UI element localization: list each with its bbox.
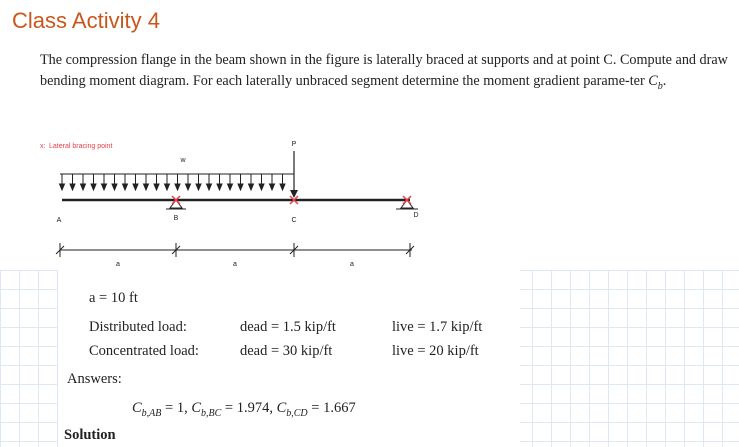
- point-d-label: D: [413, 212, 419, 219]
- problem-statement-text: The compression flange in the beam shown in the figure is laterally braced at supports and at point C. Compute and draw bending moment diagram. For each laterally unbraced segment determine the moment gradient parame-ter: [40, 52, 728, 89]
- udl-arrow-head: [217, 184, 222, 190]
- udl-arrow-head: [280, 184, 285, 190]
- udl-arrow-head: [154, 184, 159, 190]
- udl-arrow-head: [249, 184, 254, 190]
- point-a-label: A: [56, 217, 62, 224]
- pin-support-d: [396, 200, 418, 209]
- cb-symbol: $C_b$: [648, 73, 663, 92]
- udl-arrow-head: [60, 184, 65, 190]
- distributed-dead: dead = 1.5 kip/ft: [240, 319, 336, 335]
- span-label-bc: a: [233, 261, 237, 268]
- load-w-label: w: [180, 157, 186, 164]
- udl-arrow-head: [91, 184, 96, 190]
- concentrated-live: live = 20 kip/ft: [392, 343, 479, 359]
- a-value: a = 10 ft: [89, 290, 138, 306]
- solution-heading: Solution: [64, 427, 116, 443]
- point-c-label: C: [291, 217, 297, 224]
- legend-marker: x:: [40, 143, 46, 150]
- udl-arrow-head: [102, 184, 107, 190]
- answers-heading: Answers:: [67, 371, 122, 387]
- cb-bc-value: = 1.974,: [221, 400, 277, 416]
- udl-arrow-head: [196, 184, 201, 190]
- cb-bc-symbol: $C_{b,BC}$: [191, 400, 222, 419]
- distributed-load-label: Distributed load:: [89, 319, 187, 335]
- udl-arrow-head: [186, 184, 191, 190]
- span-label-cd: a: [350, 261, 354, 268]
- udl-arrow-head: [123, 184, 128, 190]
- concentrated-dead: dead = 30 kip/ft: [240, 343, 333, 359]
- answers-values: [132, 400, 356, 419]
- cb-cd-value: = 1.667: [307, 400, 356, 416]
- udl-arrow-head: [207, 184, 212, 190]
- concentrated-load-label: Concentrated load:: [89, 343, 199, 359]
- udl-arrow-head: [259, 184, 264, 190]
- legend-text: Lateral bracing point: [49, 143, 113, 150]
- udl-arrow-head: [133, 184, 138, 190]
- point-b-label: B: [173, 215, 179, 222]
- pin-support-b: [166, 200, 186, 209]
- udl-arrow-head: [228, 184, 233, 190]
- cb-ab-value: = 1,: [161, 400, 192, 416]
- udl-arrow-head: [175, 184, 180, 190]
- dimension-line: [56, 243, 414, 257]
- udl-arrow-head: [81, 184, 86, 190]
- udl-arrow-head: [165, 184, 170, 190]
- udl-arrow-head: [112, 184, 117, 190]
- udl-arrow-head: [70, 184, 75, 190]
- udl-arrow-head: [270, 184, 275, 190]
- span-label-ab: a: [116, 261, 120, 268]
- page-title: Class Activity 4: [12, 8, 160, 33]
- load-p-label: P: [291, 141, 297, 148]
- problem-statement: The compression flange in the beam shown in the figure is laterally braced at supports and at point C. Compute and draw bending moment diagram. For each laterally unbraced segment determine the moment gradient parame-ter $C_b$.: [40, 52, 728, 92]
- udl-arrow-head: [144, 184, 149, 190]
- udl-arrow-head: [238, 184, 243, 190]
- distributed-live: live = 1.7 kip/ft: [392, 319, 483, 335]
- distributed-load-arrows: [60, 174, 295, 190]
- cb-cd-symbol: $C_{b,CD}$: [276, 400, 308, 419]
- cb-ab-symbol: $C_{b,AB}$: [132, 400, 162, 419]
